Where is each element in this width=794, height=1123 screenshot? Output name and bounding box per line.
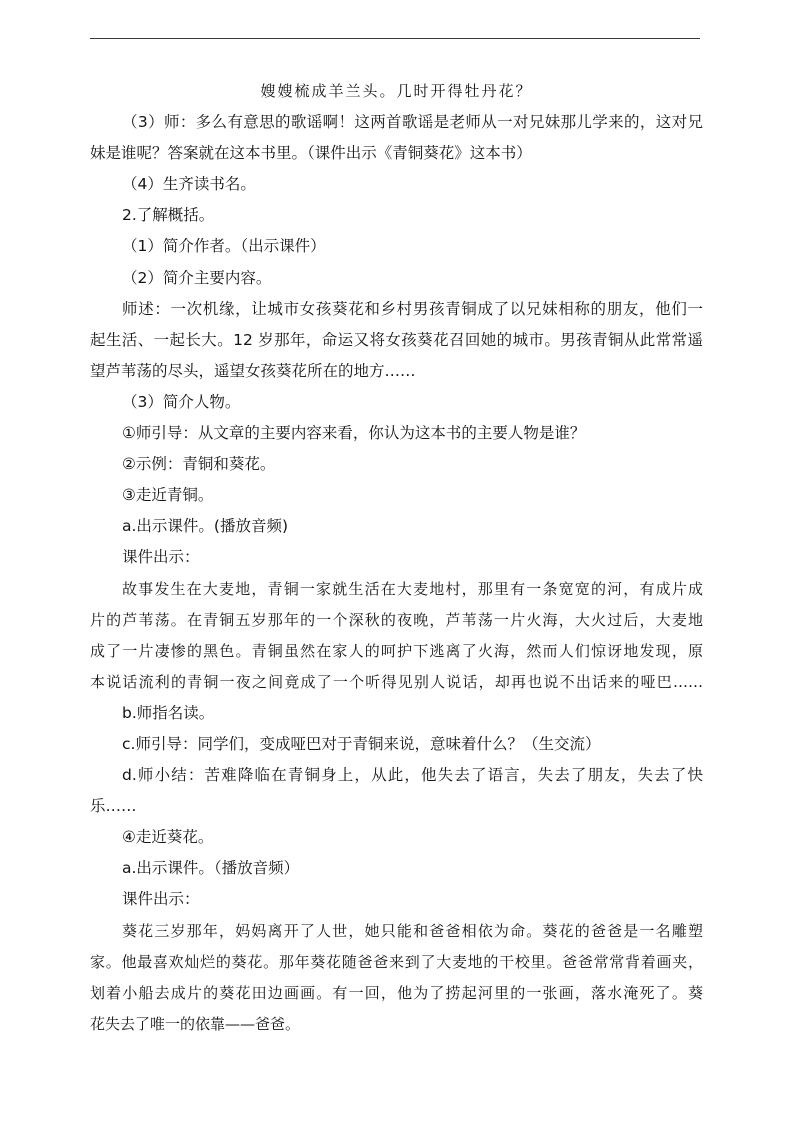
paragraph-line: a.出示课件。（播放音频） — [122, 859, 300, 878]
header-rule — [90, 38, 700, 39]
paragraph-line: 乐…… — [90, 797, 137, 816]
quote-kuihua-story — [90, 916, 703, 1040]
paragraph-line: ④走近葵花。 — [122, 828, 214, 847]
paragraph-line: 望芦苇荡的尽头，遥望女孩葵花所在的地方…… — [90, 361, 416, 380]
document-body — [90, 76, 703, 1040]
section-heading: 2.了解概括。 — [122, 206, 215, 225]
paragraph-line: 妹是谁呢？答案就在这本书里。（课件出示《青铜葵花》这本书） — [90, 144, 532, 163]
paragraph-line: 课件出示： — [122, 548, 200, 567]
paragraph-siblings-question — [90, 107, 703, 169]
quote-line: 葵花三岁那年，妈妈离开了人世，她只能和爸爸相依为命。葵花的爸爸是一名雕塑 — [122, 921, 703, 940]
quote-line: 成了一片凄惨的黑色。青铜虽然在家人的呵护下逃离了火海，然而人们惊讶地发现，原 — [90, 641, 703, 660]
paragraph-read-title — [90, 169, 703, 200]
paragraph-courseware-label — [90, 542, 703, 573]
paragraph-show-courseware-b — [90, 853, 703, 884]
paragraph-guide-discussion — [90, 729, 703, 760]
paragraph-teacher-narration — [90, 294, 703, 387]
paragraph-line: a.出示课件。(播放音频) — [122, 517, 289, 536]
verse-line: 嫂嫂梳成羊兰头。几时开得牡丹花？ — [260, 82, 533, 100]
paragraph-guide-question — [90, 418, 703, 449]
paragraph-courseware-label-2 — [90, 884, 703, 915]
paragraph-teacher-summary — [90, 760, 703, 822]
paragraph-line: ③走近青铜。 — [122, 486, 214, 505]
paragraph-line: （2）简介主要内容。 — [122, 268, 272, 287]
paragraph-character-intro — [90, 387, 703, 418]
paragraph-example — [90, 449, 703, 480]
paragraph-line: （4）生齐读书名。 — [122, 175, 256, 194]
paragraph-line: （3）师：多么有意思的歌谣啊！这两首歌谣是老师从一对兄妹那儿学来的，这对兄 — [122, 113, 703, 132]
paragraph-line: 起生活、一起长大。12 岁那年，命运又将女孩葵花召回她的城市。男孩青铜从此常常遥 — [90, 330, 703, 349]
paragraph-line: （1）简介作者。（出示课件） — [122, 237, 326, 256]
paragraph-line: d.师小结：苦难降临在青铜身上，从此，他失去了语言，失去了朋友，失去了快 — [122, 766, 703, 785]
paragraph-content-intro — [90, 263, 703, 294]
paragraph-line: ②示例：青铜和葵花。 — [122, 455, 276, 474]
section-heading-overview — [90, 200, 703, 231]
paragraph-line: c.师引导：同学们，变成哑巴对于青铜来说，意味着什么？（生交流） — [122, 734, 601, 753]
quote-line: 划着小船去成片的葵花田边画画。有一回，他为了捞起河里的一张画，落水淹死了。葵 — [90, 983, 703, 1002]
paragraph-author-intro — [90, 231, 703, 262]
paragraph-approach-kuihua — [90, 822, 703, 853]
paragraph-line: ①师引导：从文章的主要内容来看，你认为这本书的主要人物是谁？ — [122, 424, 586, 443]
paragraph-line: 课件出示： — [122, 890, 200, 909]
quote-qingtong-story — [90, 574, 703, 698]
quote-line: 花失去了唯一的依靠——爸爸。 — [90, 1014, 301, 1033]
paragraph-line: （3）简介人物。 — [122, 392, 241, 411]
paragraph-approach-qingtong — [90, 480, 703, 511]
quote-line: 本说话流利的青铜一夜之间竟成了一个听得见别人说话，却再也说不出话来的哑巴…… — [90, 672, 703, 691]
quote-line: 片的芦苇荡。在青铜五岁那年的一个深秋的夜晚，芦苇荡一片火海，大火过后，大麦地 — [90, 610, 703, 629]
paragraph-read-aloud — [90, 698, 703, 729]
paragraph-line: b.师指名读。 — [122, 703, 215, 722]
paragraph-show-courseware-a — [90, 511, 703, 542]
quote-line: 家。他最喜欢灿烂的葵花。那年葵花随爸爸来到了大麦地的干校里。爸爸常常背着画夹， — [90, 952, 703, 971]
paragraph-line: 师述：一次机缘，让城市女孩葵花和乡村男孩青铜成了以兄妹相称的朋友，他们一 — [122, 299, 703, 318]
quote-line: 故事发生在大麦地，青铜一家就生活在大麦地村，那里有一条宽宽的河，有成片成 — [122, 579, 703, 598]
